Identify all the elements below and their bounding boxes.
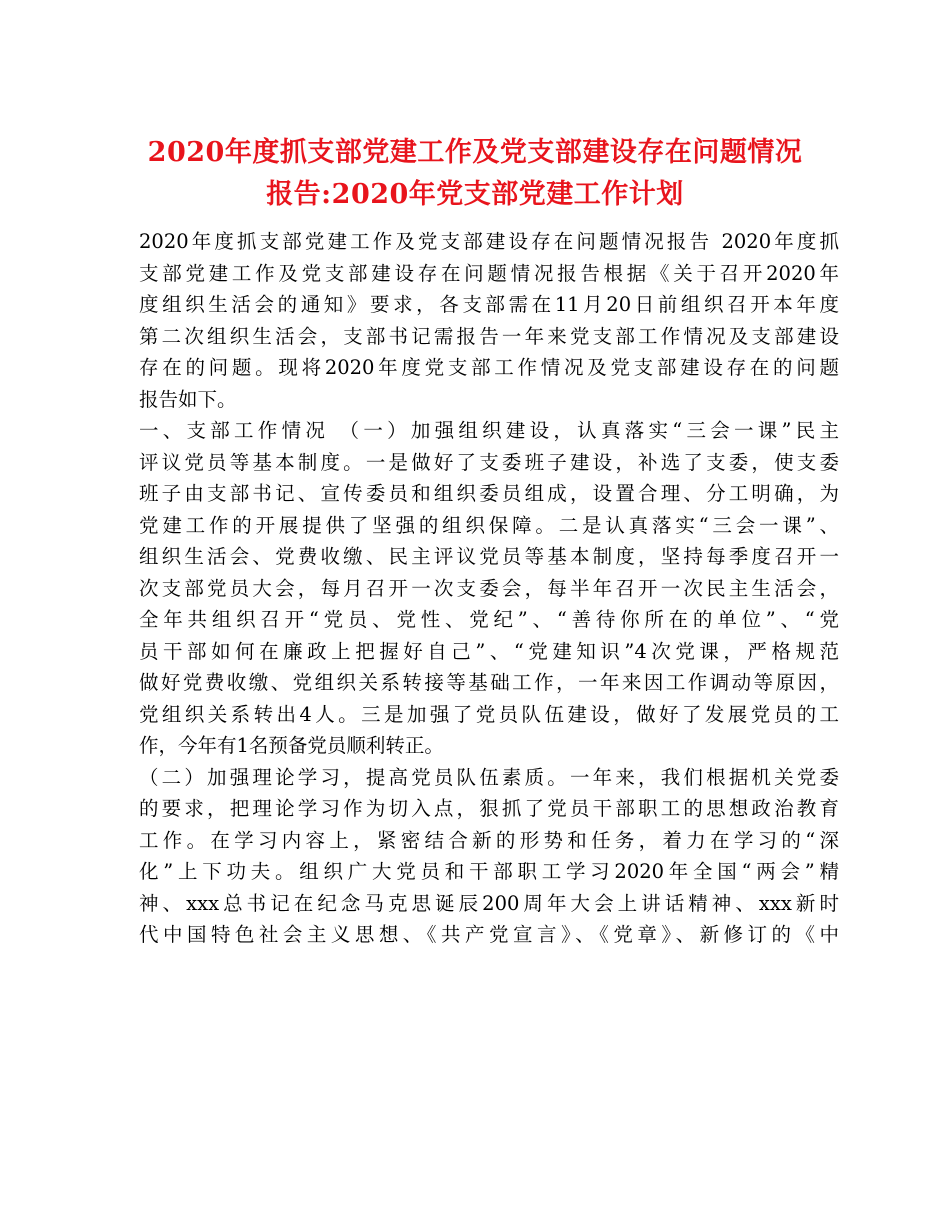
body-text-line: 存在的问题。现将2020年度党支部工作情况及党支部建设存在的问题 xyxy=(139,356,839,379)
body-text-line: 次支部党员大会，每月召开一次支委会，每半年召开一次民主生活会， xyxy=(139,576,839,600)
body-text-line: （二）加强理论学习，提高党员队伍素质。一年来，我们根据机关党委 xyxy=(139,765,839,789)
document-body xyxy=(139,226,839,951)
body-text-line: 评议党员等基本制度。一是做好了支委班子建设，补选了支委，使支委 xyxy=(139,450,839,474)
body-text-line: 党建工作的开展提供了坚强的组织保障。二是认真落实“三会一课”、 xyxy=(139,513,839,537)
body-text-line: 一、支部工作情况 （一）加强组织建设，认真落实“三会一课”民主 xyxy=(139,419,839,442)
body-text-line: 员干部如何在廉政上把握好自己”、“党建知识”4次党课，严格规范 xyxy=(139,639,839,663)
body-text-line: 度组织生活会的通知》要求，各支部需在11月20日前组织召开本年度 xyxy=(139,293,839,316)
body-text-line: 支部党建工作及党支部建设存在问题情况报告根据《关于召开2020年 xyxy=(139,261,839,285)
body-text-line: 神、xxx总书记在纪念马克思诞辰200周年大会上讲话精神、xxx新时 xyxy=(139,891,839,915)
body-text-line: 化”上下功夫。组织广大党员和干部职工学习2020年全国“两会”精 xyxy=(139,860,839,883)
body-text-line: 报告如下。 xyxy=(139,387,237,411)
body-text-line: 党组织关系转出4人。三是加强了党员队伍建设，做好了发展党员的工 xyxy=(139,702,839,726)
body-text-line: 组织生活会、党费收缴、民主评议党员等基本制度，坚持每季度召开一 xyxy=(139,545,839,568)
body-text-line: 的要求，把理论学习作为切入点，狠抓了党员干部职工的思想政治教育 xyxy=(139,797,839,820)
body-text-line: 班子由支部书记、宣传委员和组织委员组成，设置合理、分工明确，为 xyxy=(139,482,839,505)
body-text-line: 工作。在学习内容上，紧密结合新的形势和任务，着力在学习的“深 xyxy=(139,828,839,852)
body-text-line: 全年共组织召开“党员、党性、党纪”、“善待你所在的单位”、“党 xyxy=(139,608,839,631)
document-title-line-1: 2020年度抓支部党建工作及党支部建设存在问题情况 xyxy=(147,137,803,168)
body-text-line: 第二次组织生活会，支部书记需报告一年来党支部工作情况及支部建设 xyxy=(139,324,839,348)
body-text-line: 做好党费收缴、党组织关系转接等基础工作，一年来因工作调动等原因， xyxy=(139,671,839,694)
body-text-line: 作，今年有1名预备党员顺利转正。 xyxy=(139,734,444,757)
document-title-line-2: 报告:2020年党支部党建工作计划 xyxy=(266,179,684,210)
body-text-line: 代中国特色社会主义思想、《共产党宣言》、《党章》、新修订的《中 xyxy=(139,923,839,946)
body-text-line: 2020年度抓支部党建工作及党支部建设存在问题情况报告 2020年度抓 xyxy=(139,230,839,253)
